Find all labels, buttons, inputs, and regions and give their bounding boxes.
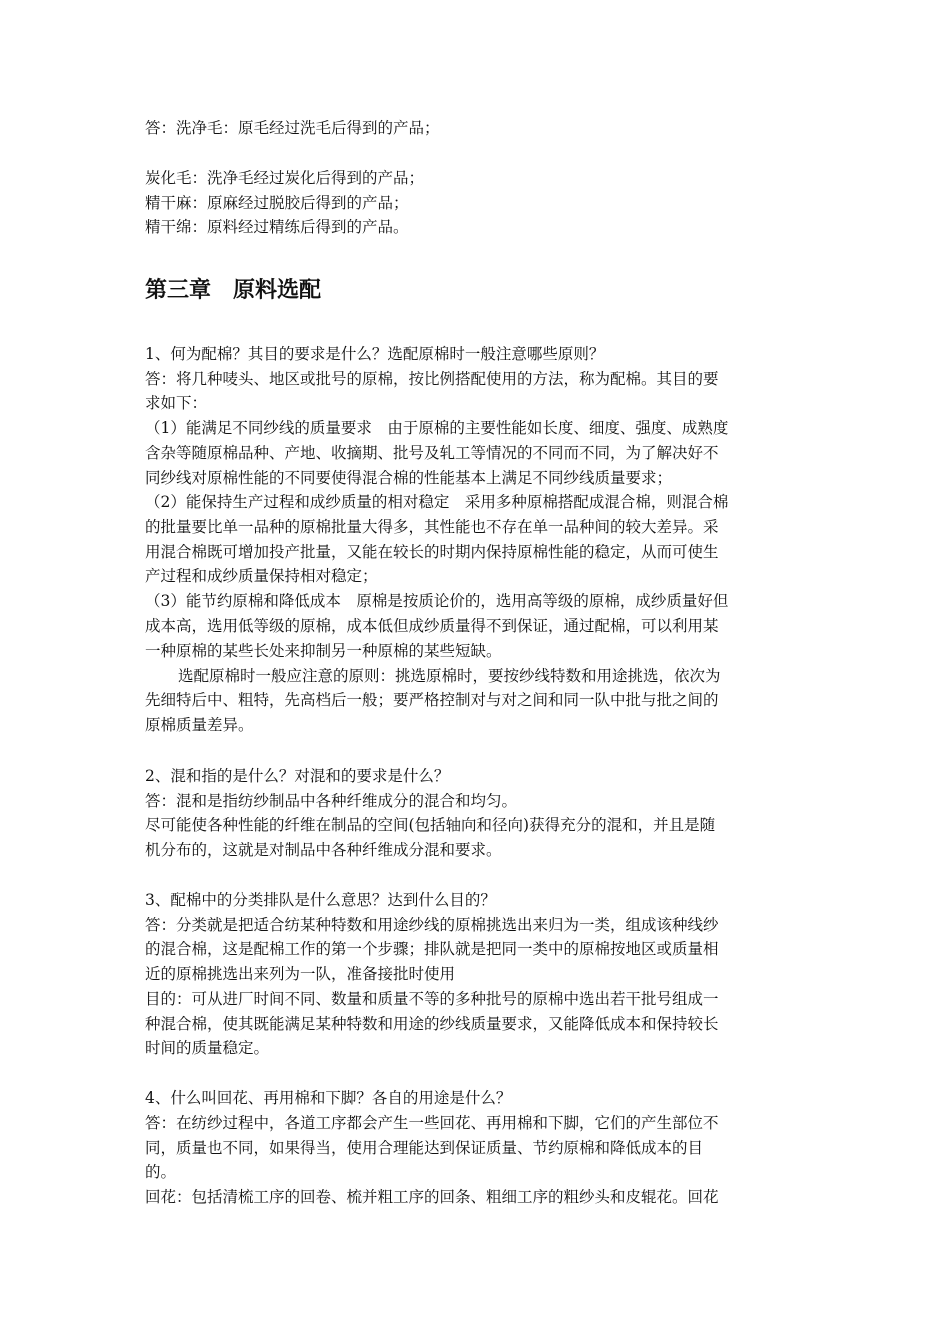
text-line: （1）能满足不同纱线的质量要求 由于原棉的主要性能如长度、细度、强度、成熟度 (145, 419, 729, 437)
question-heading: 4、什么叫回花、再用棉和下脚？各自的用途是什么？ (145, 1089, 512, 1107)
text-line: 答：分类就是把适合纺某种特数和用途纱线的原棉挑选出来归为一类，组成该种线纱 (145, 916, 719, 934)
text-line: 一种原棉的某些长处来抑制另一种原棉的某些短缺。 (145, 642, 502, 660)
text-line: 回花：包括清梳工序的回卷、梳并粗工序的回条、粗细工序的粗纱头和皮辊花。回花 (145, 1188, 719, 1206)
text-line: 同纱线对原棉性能的不同要使得混合棉的性能基本上满足不同纱线质量要求； (145, 469, 673, 487)
text-line: （3）能节约原棉和降低成本 原棉是按质论价的，选用高等级的原棉，成纱质量好但 (145, 592, 729, 610)
text-line: 时间的质量稳定。 (145, 1039, 270, 1057)
question-heading: 2、混和指的是什么？对混和的要求是什么？ (145, 767, 450, 785)
question-heading: 3、配棉中的分类排队是什么意思？达到什么目的？ (145, 891, 496, 909)
text-line: 求如下： (145, 394, 208, 412)
text-line: 用混合棉既可增加投产批量，又能在较长的时期内保持原棉性能的稳定，从而可使生 (145, 543, 719, 561)
text-line: 成本高，选用低等级的原棉，成本低但成纱质量得不到保证，通过配棉，可以利用某 (145, 617, 719, 635)
text-line: 选配原棉时一般应注意的原则：挑选原棉时，要按纱线特数和用途挑选，依次为 (178, 667, 721, 685)
text-line: 同，质量也不同，如果得当，使用合理能达到保证质量、节约原棉和降低成本的目 (145, 1139, 704, 1157)
text-line: 的批量要比单一品种的原棉批量大得多，其性能也不存在单一品种间的较大差异。采 (145, 518, 719, 536)
text-line: 精干麻：原麻经过脱胶后得到的产品； (145, 194, 409, 212)
text-line: 答：在纺纱过程中，各道工序都会产生一些回花、再用棉和下脚，它们的产生部位不 (145, 1114, 719, 1132)
text-line: 产过程和成纱质量保持相对稳定； (145, 567, 378, 585)
text-line: 答：洗净毛：原毛经过洗毛后得到的产品； (145, 119, 440, 137)
text-line: 的。 (145, 1163, 177, 1181)
text-line: 机分布的，这就是对制品中各种纤维成分混和要求。 (145, 841, 502, 859)
text-line: 精干绵：原料经过精练后得到的产品。 (145, 218, 409, 236)
text-line: 答：将几种唛头、地区或批号的原棉，按比例搭配使用的方法，称为配棉。其目的要 (145, 370, 719, 388)
text-line: （2）能保持生产过程和成纱质量的相对稳定 采用多种原棉搭配成混合棉，则混合棉 (145, 493, 729, 511)
text-line: 的混合棉，这是配棉工作的第一个步骤；排队就是把同一类中的原棉按地区或质量相 (145, 940, 719, 958)
text-line: 答：混和是指纺纱制品中各种纤维成分的混合和均匀。 (145, 792, 518, 810)
text-line: 尽可能使各种性能的纤维在制品的空间(包括轴向和径向)获得充分的混和，并且是随 (145, 816, 716, 834)
text-line: 炭化毛：洗净毛经过炭化后得到的产品； (145, 169, 425, 187)
text-line: 目的：可从进厂时间不同、数量和质量不等的多种批号的原棉中选出若干批号组成一 (145, 990, 719, 1008)
question-heading: 1、何为配棉？其目的要求是什么？选配原棉时一般注意哪些原则？ (145, 345, 605, 363)
text-line: 种混合棉，使其既能满足某种特数和用途的纱线质量要求，又能降低成本和保持较长 (145, 1015, 719, 1033)
text-line: 含杂等随原棉品种、产地、收摘期、批号及轧工等情况的不同而不同，为了解决好不 (145, 444, 719, 462)
text-line: 先细特后中、粗特，先高档后一般；要严格控制对与对之间和同一队中批与批之间的 (145, 691, 719, 709)
text-line: 近的原棉挑选出来列为一队，准备接批时使用 (145, 965, 456, 983)
text-line: 原棉质量差异。 (145, 716, 254, 734)
chapter-title: 第三章 原料选配 (145, 278, 322, 303)
